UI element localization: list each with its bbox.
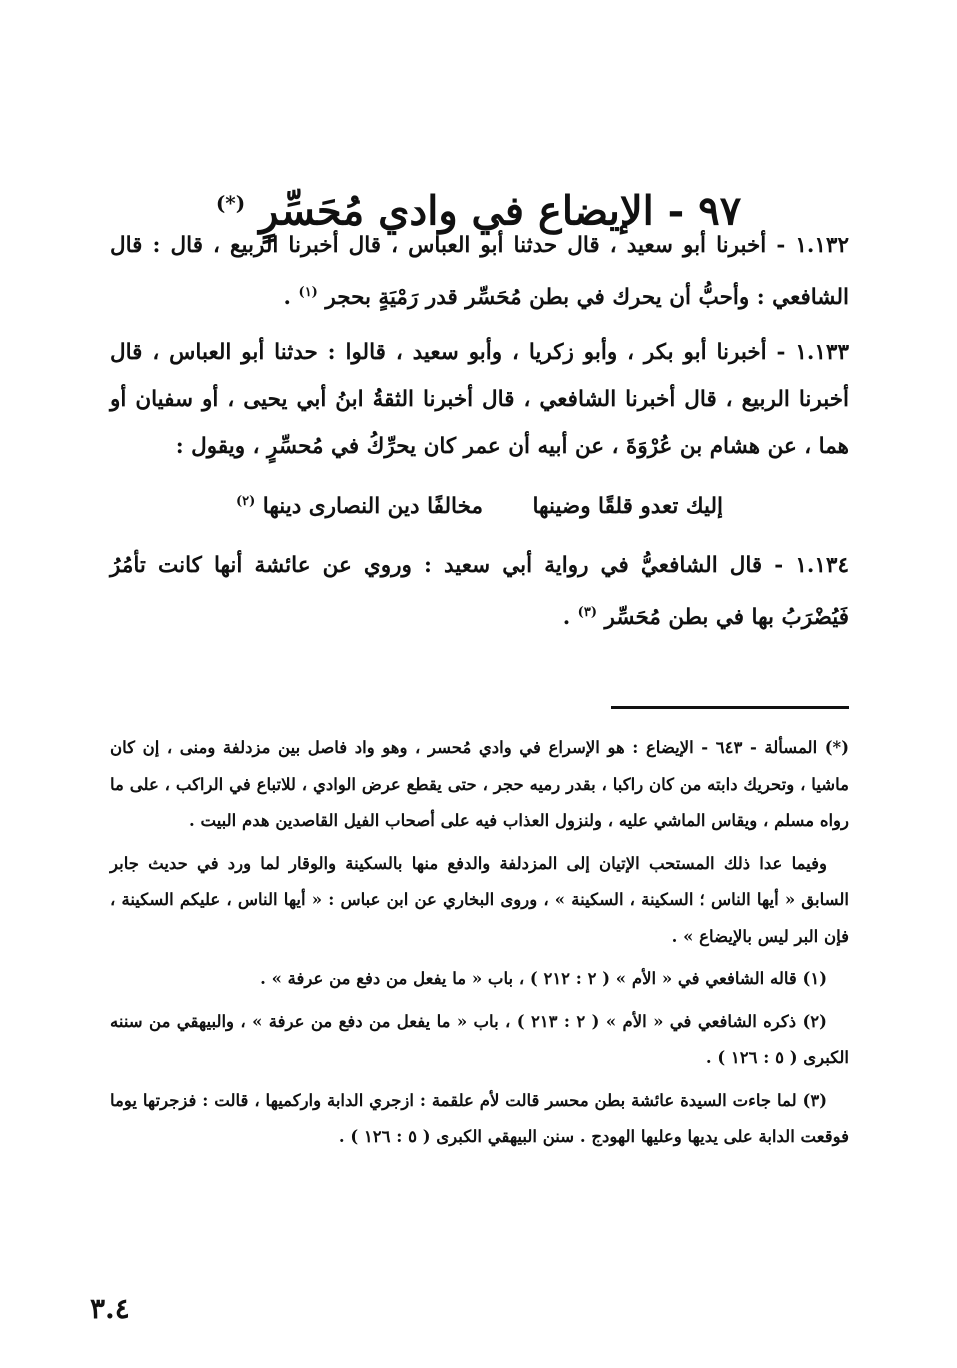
footnote-ref-2: (٢) xyxy=(235,494,256,510)
footnote-1: (١) قاله الشافعي في « الأم » ( ٢ : ٢١٢ ) ، باب « ما يفعل من دفع من عرفة » . xyxy=(260,969,827,988)
footnotes xyxy=(110,730,849,1162)
verse-second-hemistich: مخالفًا دين النصارى دينها xyxy=(262,494,483,520)
verse-first-hemistich: إليك تعدو قلقًا وضينها xyxy=(532,494,724,520)
page-number: ٣.٤ xyxy=(90,1292,130,1325)
paragraph-1134 xyxy=(110,542,849,641)
paragraph-1132-text: ١.١٣٢ - أخبرنا أبو سعيد ، قال حدثنا أبو العباس ، قال أخبرنا الربيع ، قال : قال الشافعي : وأحبُّ أن يحرك في بطن مُحَسِّر قدر رَمْيَةٍ بحجر xyxy=(110,233,849,311)
footnote-2: (٢) ذكره الشافعي في « الأم » ( ٢ : ٢١٣ ) ، باب « ما يفعل من دفع من عرفة » ، والبيهقي من سننه الكبرى ( ٥ : ١٢٦ ) . xyxy=(110,1011,849,1067)
paragraph-1133: ١.١٣٣ - أخبرنا أبو بكر ، وأبو زكريا ، وأبو سعيد ، قالوا : حدثنا أبو العباس ، قال أخبرنا الربيع ، قال أخبرنا الشافعي ، قال أخبرنا الثقةُ ابنُ أبي يحيى ، أو سفيان أو هما ، عن هشام بن عُرْوَةَ ، عن أبيه أن عمر كان يحرِّكُ في مُحسِّرٍ ، ويقول : xyxy=(110,340,849,460)
chapter-title-text: ٩٧ - الإيضاع في وادي مُحَسِّرٍ xyxy=(259,187,742,235)
footnote-3: (٣) لما جاءت السيدة عائشة بطن محسر قالت لأم علقمة : ازجري الدابة واركميها ، قالت : فزجرتها يوما فوقعت الدابة على يديها وعليها الهودج . سنن البيهقي الكبرى ( ٥ : ١٢٦ ) . xyxy=(110,1090,849,1146)
paragraph-1132 xyxy=(110,222,849,321)
footnote-ref-1: (١) xyxy=(298,285,318,300)
main-text xyxy=(110,222,849,649)
footnote-star-continued: وفيما عدا ذلك المستحب الإتيان إلى المزدلفة والدفع منها بالسكينة والوقار لما ورد في حديث جابر السابق « أيها الناس ؛ السكينة ، السكينة » ، وروى البخاري عن ابن عباس : « أيها الناس ، عليكم السكينة ، فإن البر ليس بالإيضاع » . xyxy=(110,853,849,946)
footnote-star: (*) المسألة - ٦٤٣ - الإيضاع : هو الإسراع في وادي مُحسر ، وهو واد فاصل بين مزدلفة ومنى ، إن كان ماشيا ، وتحريك دابته من كان راكبا ، بقدر رميه حجر ، حتى يقطع عرض الوادي ، للاتباع في الراكب ، على ما رواه مسلم ، ويقاس الماشي عليه ، ولنزول العذاب فيه على أصحاب الفيل القاصدين هدم البيت . xyxy=(110,738,849,830)
paragraph-1134-end: . xyxy=(562,605,578,631)
footnote-divider xyxy=(611,706,849,709)
chapter-title-marker: (*) xyxy=(215,190,246,215)
paragraph-1132-end: . xyxy=(283,285,299,311)
poetry-verse xyxy=(110,478,849,530)
footnote-ref-3: (٣) xyxy=(577,605,597,621)
paragraph-1134-text: ١.١٣٤ - قال الشافعيُّ في رواية أبي سعيد : وروي عن عائشة أنها كانت تأمُرُ فَيُضْرَبُ بها في بطن مُحَسِّر xyxy=(110,553,849,631)
